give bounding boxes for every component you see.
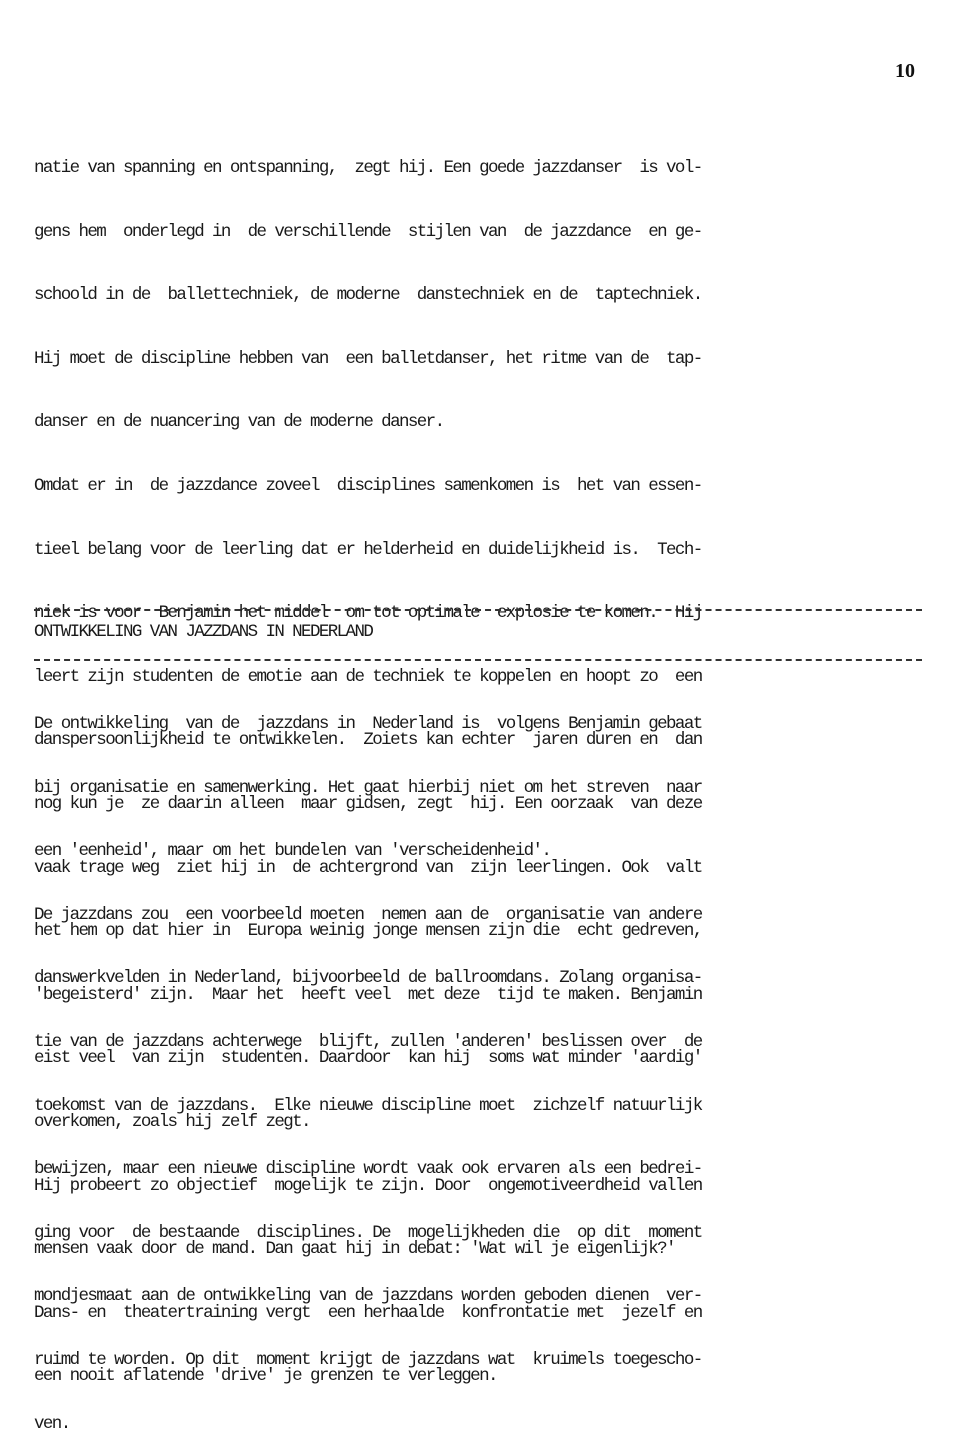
text-line: nog kun je ze daarin alleen maar gidsen, zegt hij. Een oorzaak van deze [34,793,702,814]
body-text-section-2 [34,673,938,1456]
text-line: De ontwikkeling van de jazzdans in Nederland is volgens Benjamin gebaat [34,714,702,734]
text-line: bewijzen, maar een nieuwe discipline wordt vaak ook ervaren als een bedrei- [34,1159,702,1180]
text-line: het hem op dat hier in Europa weinig jonge mensen zijn die echt gedreven, [34,921,702,942]
text-line: overkomen, zoals hij zelf zegt. [34,1111,310,1132]
text-line: vaak trage weg ziet hij in de achtergrond van zijn leerlingen. Ook valt [34,857,702,878]
dashed-divider-bottom [34,659,922,661]
text-line: toekomst van de jazzdans. Elke nieuwe discipline moet zichzelf natuurlijk [34,1095,702,1116]
dashed-divider-top [34,609,922,611]
text-line: Dans- en theatertraining vergt een herhaalde konfrontatie met jezelf en [34,1302,702,1323]
text-line: ruimd te worden. Op dit moment krijgt de jazzdans wat kruimels toegescho- [34,1349,702,1370]
text-line: De jazzdans zou een voorbeeld moeten nemen aan de organisatie van andere [34,904,702,925]
text-line: natie van spanning en ontspanning, zegt hij. Een goede jazzdanser is vol- [34,158,702,178]
text-line: tieel belang voor de leerling dat er helderheid en duidelijkheid is. Tech- [34,539,702,560]
text-line: een 'eenheid', maar om het bundelen van 'verscheidenheid'. [34,841,551,862]
text-line: ging voor de bestaande disciplines. De mogelijkheden die op dit moment [34,1222,702,1243]
section-heading: ONTWIKKELING VAN JAZZDANS IN NEDERLAND [34,622,373,642]
text-line: mensen vaak door de mand. Dan gaat hij in debat: 'Wat wil je eigenlijk?' [34,1239,675,1260]
text-line: danser en de nuancering van de moderne danser. [34,412,444,433]
text-line: danspersoonlijkheid te ontwikkelen. Zoiets kan echter jaren duren en dan [34,730,702,751]
text-line: leert zijn studenten de emotie aan de techniek te koppelen en hoopt zo een [34,666,702,687]
text-line: tie van de jazzdans achterwege blijft, zullen 'anderen' beslissen over de [34,1031,702,1052]
text-line: gens hem onderlegd in de verschillende stijlen van de jazzdance en ge- [34,221,702,242]
text-line: mondjesmaat aan de ontwikkeling van de jazzdans worden geboden dienen ver- [34,1286,702,1307]
text-line: danswerkvelden in Nederland, bijvoorbeeld de ballroomdans. Zolang organisa- [34,968,702,989]
text-line: een nooit aflatende 'drive' je grenzen te verleggen. [34,1366,497,1387]
text-line: Hij moet de discipline hebben van een balletdanser, het ritme van de tap- [34,348,702,369]
text-line: niek is voor Benjamin het middel om tot optimale explosie te komen. Hij [34,603,702,624]
text-line: Omdat er in de jazzdance zoveel disciplines samenkomen is het van essen- [34,475,702,496]
page-number: 10 [895,60,915,82]
text-line: 'begeisterd' zijn. Maar het heeft veel met deze tijd te maken. Benjamin [34,984,702,1005]
text-line: eist veel van zijn studenten. Daardoor kan hij soms wat minder 'aardig' [34,1048,702,1069]
text-line: schoold in de ballettechniek, de moderne danstechniek en de taptechniek. [34,285,702,306]
text-line: Hij probeert zo objectief mogelijk te zijn. Door ongemotiveerdheid vallen [34,1175,702,1196]
text-line: ven. [34,1413,70,1434]
text-line: bij organisatie en samenwerking. Het gaat hierbij niet om het streven naar [34,777,702,798]
